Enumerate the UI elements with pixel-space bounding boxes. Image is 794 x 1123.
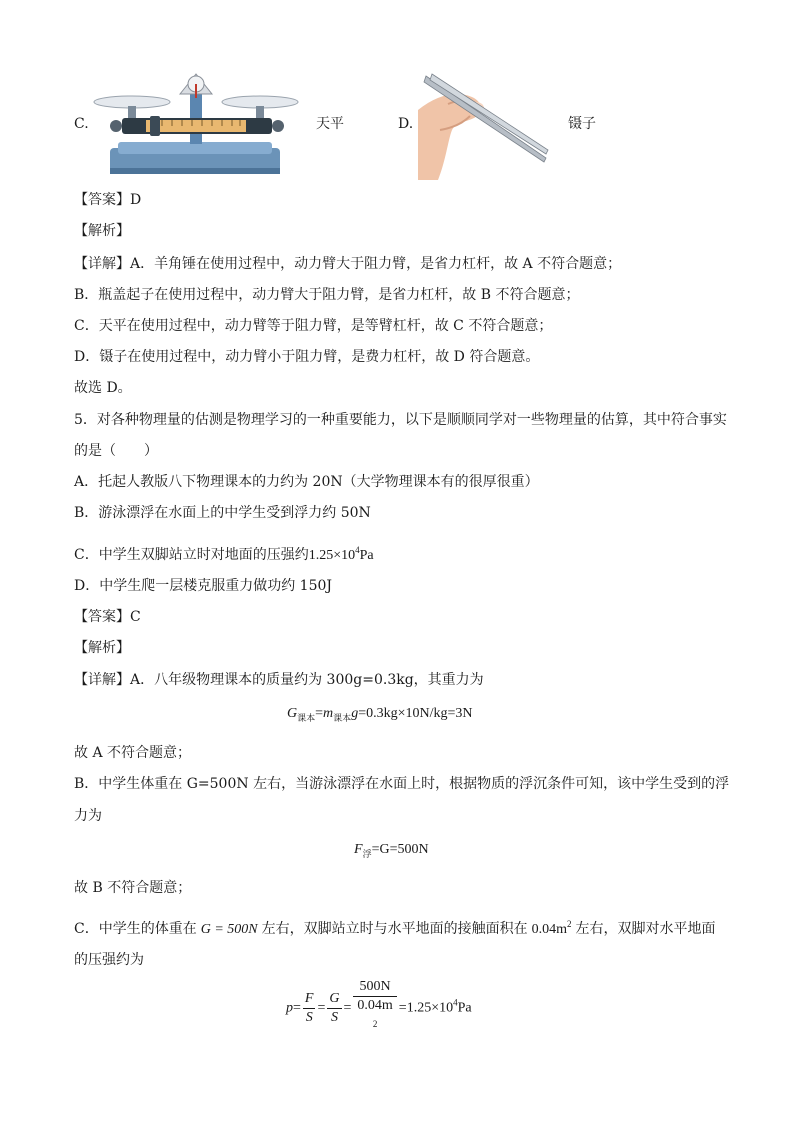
q5-detail-c-part-2: 左右，双脚站立时与水平地面的接触面积在: [261, 921, 528, 937]
q4-detail-c: C．天平在使用过程中，动力臂等于阻力臂，是等臂杠杆，故 C 不符合题意；: [74, 318, 553, 334]
eq3-fraction-g-over-s: [327, 990, 341, 1027]
eq1-m-symbol: m: [323, 706, 334, 721]
q5-detail-c-weight: G = 500N: [200, 922, 258, 937]
eq3-f-numerator: F: [303, 990, 316, 1009]
q5-option-c: [74, 540, 374, 566]
eq3-unit: Pa: [457, 1000, 472, 1016]
option-d-name: 镊子: [568, 116, 596, 132]
q4-detail-d: D．镊子在使用过程中，动力臂小于阻力臂，是费力杠杆，故 D 符合题意。: [74, 349, 540, 365]
eq3-s-denominator-2: S: [330, 1010, 338, 1025]
eq3-equals-1: =: [293, 1000, 301, 1016]
q4-detail-b: B．瓶盖起子在使用过程中，动力臂大于阻力臂，是省力杠杆，故 B 不符合题意；: [74, 287, 580, 303]
tweezers-image: [418, 70, 550, 180]
eq3-denominator-value: [353, 997, 396, 1039]
option-d-label: D.: [398, 116, 414, 132]
q4-detail-a: 【详解】A．羊角锤在使用过程中，动力臂大于阻力臂，是省力杠杆，故 A 不符合题意；: [74, 256, 622, 272]
q5-analysis-heading: 【解析】: [74, 640, 130, 656]
q5-answer: 【答案】C: [74, 609, 141, 625]
q4-answer: 【答案】D: [74, 192, 142, 208]
eq1-g-subscript: 课本: [297, 713, 316, 723]
q5-option-d: D．中学生爬一层楼克服重力做功约 150J: [74, 578, 333, 594]
q5-after-b: 故 B 不符合题意；: [74, 880, 192, 896]
eq2-f-symbol: F: [354, 842, 363, 857]
q5-option-c-text: C．中学生双脚站立时对地面的压强约: [74, 547, 309, 563]
q5-detail-a: 【详解】A．八年级物理课本的质量约为 300g=0.3kg，其重力为: [74, 672, 484, 688]
q5-detail-c-area: [531, 919, 572, 937]
eq3-denominator-exponent: 2: [372, 1019, 378, 1029]
option-c-label: C.: [74, 116, 89, 132]
q5-detail-c-part-1: C．中学生的体重在: [74, 921, 197, 937]
q4-conclusion: 故选 D。: [74, 380, 132, 396]
eq1-rest: =0.3kg×10N/kg=3N: [358, 706, 473, 721]
eq3-fraction-f-over-s: [303, 990, 316, 1027]
q5-option-c-exponent: 4: [355, 545, 360, 555]
eq3-s-denominator-1: S: [305, 1010, 313, 1025]
eq3-g-numerator: G: [327, 990, 341, 1009]
eq3-p-symbol: p: [286, 1000, 293, 1016]
eq1-g-symbol: G: [287, 706, 298, 721]
eq3-equals-2: =: [317, 1000, 326, 1016]
eq1-small-g: g: [351, 706, 359, 721]
eq3-equals-3: =: [343, 1000, 352, 1016]
equation-buoyancy: [354, 840, 429, 864]
q5-detail-b-line-2: 力为: [74, 808, 102, 824]
q5-detail-c-line-2: 的压强约为: [74, 952, 144, 968]
eq3-fraction-values: [353, 978, 396, 1039]
eq2-rest: =G=500N: [371, 842, 429, 857]
q5-stem-line-2: 的是（ ）: [74, 443, 158, 459]
q5-detail-c-area-exponent: 2: [567, 919, 572, 929]
eq3-result: =1.25×10: [398, 1000, 454, 1016]
q5-option-c-value: [308, 545, 374, 563]
q5-detail-c-area-value: 0.04m: [531, 922, 568, 937]
q5-stem-line-1: 5．对各种物理量的估测是物理学习的一种重要能力，以下是顺顺同学对一些物理量的估算，其中符合事实: [74, 412, 727, 428]
eq2-f-subscript: 浮: [362, 849, 372, 859]
equation-gravity-textbook: [287, 704, 472, 728]
q5-detail-c-part-3: 左右，双脚对水平地面: [575, 921, 716, 937]
q5-option-b: B．游泳漂浮在水面上的中学生受到浮力约 50N: [74, 505, 371, 521]
q5-option-c-unit: Pa: [359, 548, 374, 563]
q5-after-a: 故 A 不符合题意；: [74, 745, 192, 761]
q5-option-c-mantissa: 1.25×10: [308, 548, 356, 563]
eq1-m-subscript: 课本: [333, 713, 352, 723]
eq3-denominator-base: 0.04m: [357, 998, 393, 1013]
balance-scale-image: [92, 70, 306, 176]
option-c-name: 天平: [316, 116, 344, 132]
q5-detail-c-line-1: [74, 914, 716, 940]
eq3-numerator-value: 500N: [353, 978, 396, 997]
q4-analysis-heading: 【解析】: [74, 223, 130, 239]
q5-detail-b-line-1: B．中学生体重在 G=500N 左右，当游泳漂浮在水面上时，根据物质的浮沉条件可知，该中学生受到的浮: [74, 776, 730, 792]
equation-pressure: [286, 978, 472, 1039]
eq1-equals: =: [315, 706, 324, 721]
eq3-result-exponent: 4: [453, 997, 458, 1008]
q5-option-a: A．托起人教版八下物理课本的力约为 20N（大学物理课本有的很厚很重）: [74, 474, 539, 490]
